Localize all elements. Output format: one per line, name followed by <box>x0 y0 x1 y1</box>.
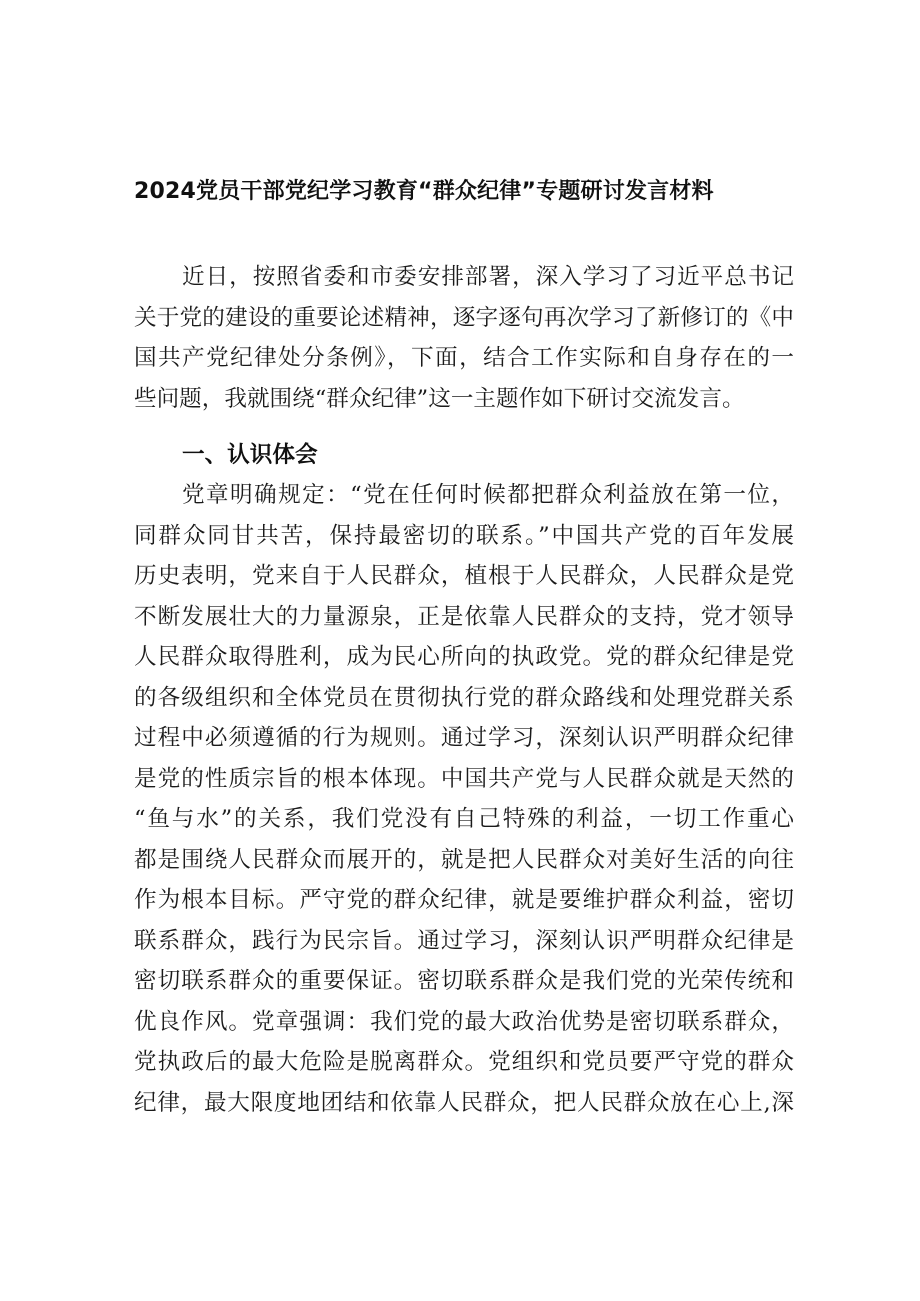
paragraph-line: 同群众同甘共苦，保持最密切的联系。”中国共产党的百年发展 <box>134 522 794 549</box>
paragraph-line: 些问题，我就围绕“群众纪律”这一主题作如下研讨交流发言。 <box>134 385 745 412</box>
paragraph-line: 关于党的建设的重要论述精神，逐字逐句再次学习了新修订的《中 <box>134 304 794 331</box>
paragraph-line: 密切联系群众的重要保证。密切联系群众是我们党的光荣传统和 <box>134 968 794 994</box>
paragraph-line: 历史表明，党来自于人民群众，植根于人民群众，人民群众是党 <box>134 563 794 589</box>
paragraph-line: 党章明确规定：“党在任何时候都把群众利益放在第一位， <box>182 482 794 508</box>
paragraph-line: 纪律，最大限度地团结和依靠人民群众，把人民群众放在心上,深 <box>134 1089 794 1116</box>
paragraph-line: 的各级组织和全体党员在贯彻执行党的群众路线和处理党群关系 <box>134 684 794 711</box>
document-title: 2024党员干部党纪学习教育“群众纪律”专题研讨发言材料 <box>134 179 714 204</box>
paragraph-line: 是党的性质宗旨的根本体现。中国共产党与人民群众就是天然的 <box>134 765 794 792</box>
paragraph-line: 联系群众，践行为民宗旨。通过学习，深刻认识严明群众纪律是 <box>134 927 794 954</box>
paragraph-line: 不断发展壮大的力量源泉，正是依靠人民群众的支持，党才领导 <box>134 603 794 630</box>
paragraph-line: 过程中必须遵循的行为规则。通过学习，深刻认识严明群众纪律 <box>134 725 794 751</box>
paragraph-line: 人民群众取得胜利，成为民心所向的执政党。党的群众纪律是党 <box>134 644 794 670</box>
paragraph-line: 优良作风。党章强调：我们党的最大政治优势是密切联系群众， <box>134 1008 794 1035</box>
paragraph-line: 都是围绕人民群众而展开的，就是把人民群众对美好生活的向往 <box>134 846 794 873</box>
paragraph-line: 国共产党纪律处分条例》，下面，结合工作实际和自身存在的一 <box>134 345 794 371</box>
paragraph-line: “鱼与水”的关系，我们党没有自己特殊的利益，一切工作重心 <box>134 806 794 832</box>
section-heading: 一、认识体会 <box>182 442 318 468</box>
paragraph-line: 近日，按照省委和市委安排部署，深入学习了习近平总书记 <box>182 264 794 290</box>
paragraph-line: 党执政后的最大危险是脱离群众。党组织和党员要严守党的群众 <box>134 1049 794 1075</box>
section-paragraph <box>134 475 794 1123</box>
intro-paragraph <box>134 257 794 419</box>
paragraph-line: 作为根本目标。严守党的群众纪律，就是要维护群众利益，密切 <box>134 887 794 913</box>
